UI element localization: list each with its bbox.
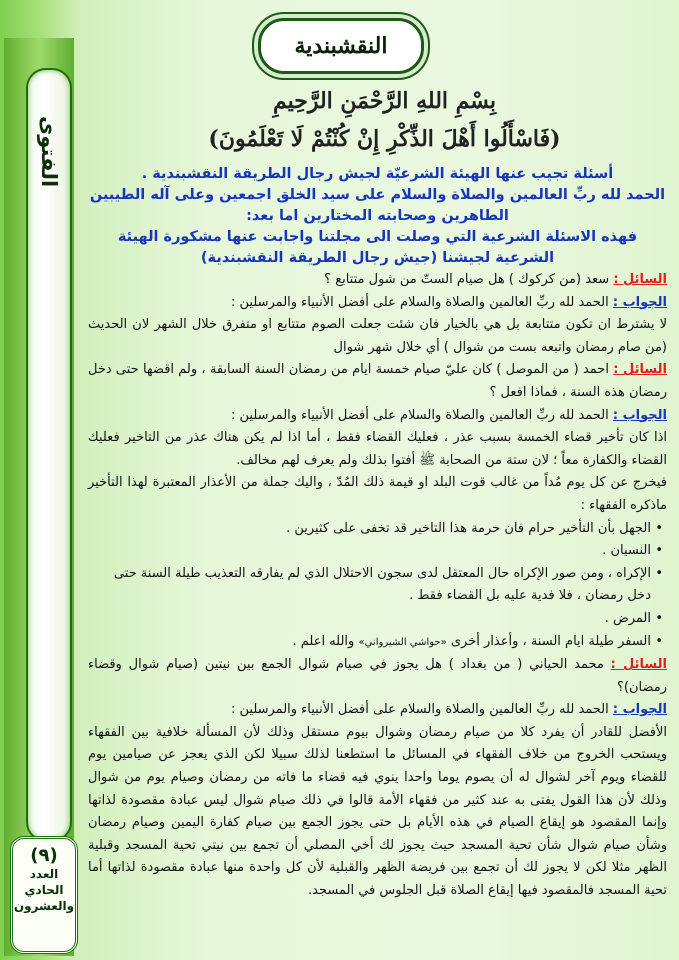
list-item: • النسيان . [88, 540, 651, 563]
issue-label-2: الحادي [24, 883, 64, 897]
question-2-text: احمد ( من الموصل ) كان عليّ صيام خمسة ايام من رمضان السنة السابقة ، ولم اقضها حتى دخل رمضان هذه السنة ، فماذا افعل ؟ [88, 362, 667, 400]
answer-2-opening-text: الحمد لله ربِّ العالمين والصلاة والسلام على أفضل الأنبياء والمرسلين : [230, 407, 609, 423]
answer-3-opening-text: الحمد لله ربِّ العالمين والصلاة والسلام على أفضل الأنبياء والمرسلين : [230, 702, 609, 718]
list-item: • المرض . [88, 608, 651, 631]
list-item [88, 631, 651, 655]
question-1 [88, 269, 667, 292]
intro-greeting: الحمد لله ربِّ العالمين والصلاة والسلام على سيد الخلق اجمعين وعلى آله الطيبين الطاهرين وصحابته المختارين اما بعد: [89, 187, 666, 224]
intro-description: فهذه الاسئلة الشرعية التي وصلت الى مجلتنا واجابت عنها مشكورة الهيئة الشرعية لجيشنا (جيش رجال الطريقة النقشبندية) [117, 229, 638, 266]
questioner-label: السائل : [613, 272, 667, 287]
answer-label: الجواب : [612, 702, 667, 718]
excuses-list [88, 518, 667, 655]
answer-label: الجواب : [612, 294, 667, 310]
question-2 [88, 359, 667, 404]
answer-2-p2: فيخرج عن كل يوم مُداً من غالب قوت البلد او قيمة ذلك المُدّ ، واليك جملة من الأعذار المعتبرة لهذا التأخير ماذكره الفقهاء : [88, 475, 667, 513]
answer-1-body: لا يشترط ان تكون متتابعة بل هي بالخيار فان شئت جعلت الصوم متتابع او متفرق خلال الشهر لان الحديث (من صام رمضان واتبعه بست من شوال ) أي خلال شهر شوال [88, 317, 667, 355]
basmala: بِسْمِ اللهِ الرَّحْمَنِ الرَّحِيمِ [272, 88, 497, 114]
question-3-text: محمد الحياني ( من بغداد ) هل يجوز في صيام شوال الجمع بين نيتين (صيام شوال وقضاء رمضان)؟ [88, 657, 667, 695]
list-item: • الجهل بأن التأخير حرام فان حرمة هذا التاخير قد تخفى على كثيرين . [88, 518, 651, 541]
intro-heading: أسئلة تجيب عنها الهيئة الشرعيّة لجيش رجال الطريقة النقشبندية . [141, 166, 614, 182]
article-body [88, 164, 667, 903]
answer-3-opening [88, 699, 667, 722]
source-note: «حواشي الشيرواني» [358, 636, 447, 648]
closing-phrase: والله اعلم . [292, 633, 355, 649]
answer-label: الجواب : [612, 407, 667, 423]
answer-3-body: الأفضل للقادر أن يفرد كلا من صيام رمضان وشوال بيوم مستقل وذلك لأن المسألة خلافية بين الفقهاء ويستحب الخروج من خلاف الفقهاء في المسائل ما استطعنا لذلك سبيلا لكن الذي يعجز عن صيامين يوم للقضاء ويوم آخر لشوال له أن يصوم يوما واحدا ينوي فيه قضاء ما فاته من رمضان وصيام يوم من شوال وذلك لأن هذا القول يفتى به عند كثير من فقهاء الأمة قالوا في ذلك صيام شوال ليس عبادة مقصودة لذاتها وإنما المقصود هو إيقاع الصيام في هذه الأيام بل حتى يجوز الجمع بين صيام كفارة اليمين وصيام رمضان وشأن صيام شوال شأن تحية المسجد حيث يجوز لك أخي المصلي أن تجمع بين نيتي تحية المسجد وقبلية الظهر مثلا لكن لا يجوز لك أن تجمع بين فريضة الظهر والقبلية لأن كل واحدة منها عبادة مقصودة لذاتها أما تحية المسجد فالمقصود فيها إيقاع الصلاة قبل الجلوس في المسجد. [88, 724, 667, 899]
answer-1-opening-text: الحمد لله ربِّ العالمين والصلاة والسلام على أفضل الأنبياء والمرسلين : [230, 294, 609, 310]
questioner-label: السائل : [610, 657, 667, 673]
sidebar-band [4, 38, 74, 956]
sidebar-spine [26, 68, 72, 842]
quran-verse: (فَاسْأَلُوا أَهْلَ الذِّكْرِ إِنْ كُنْتُمْ لَا تَعْلَمُونَ) [208, 126, 561, 152]
issue-number: (٩) [30, 845, 58, 866]
answer-2-p1: اذا كان تأخير قضاء الخمسة بسبب عذر ، فعليك القضاء فقط ، أما اذا لم يكن هناك عذر من التاخير فعليك القضاء والكفارة معاً ؛ لان ستة من الصحابة ﷺ أفتوا بذلك ولم يعرف لهم مخالف. [88, 430, 667, 468]
question-3 [88, 654, 667, 699]
answer-2-opening [88, 405, 667, 428]
page-title: النقشبندية [258, 18, 424, 74]
question-1-text: سعد (من كركوك ) هل صيام الستّ من شول متتابع ؟ [324, 272, 610, 287]
issue-label-1: العدد [29, 867, 59, 881]
answer-1-opening [88, 292, 667, 315]
issue-label-3: والعشرون [13, 899, 75, 913]
issue-box [10, 836, 78, 954]
excuse-5-text: السفر طيلة ايام السنة ، وأعذار أخرى [450, 633, 651, 649]
section-label: الفتوى [37, 116, 61, 188]
questioner-label: السائل : [613, 362, 667, 378]
list-item: • الإكراه ، ومن صور الإكراه حال المعتقل لدى سجون الاحتلال الذي لم يفارقه التعذيب طيلة السنة حتى دخل رمضان ، فلا فدية عليه بل القضاء فقط . [88, 563, 651, 608]
